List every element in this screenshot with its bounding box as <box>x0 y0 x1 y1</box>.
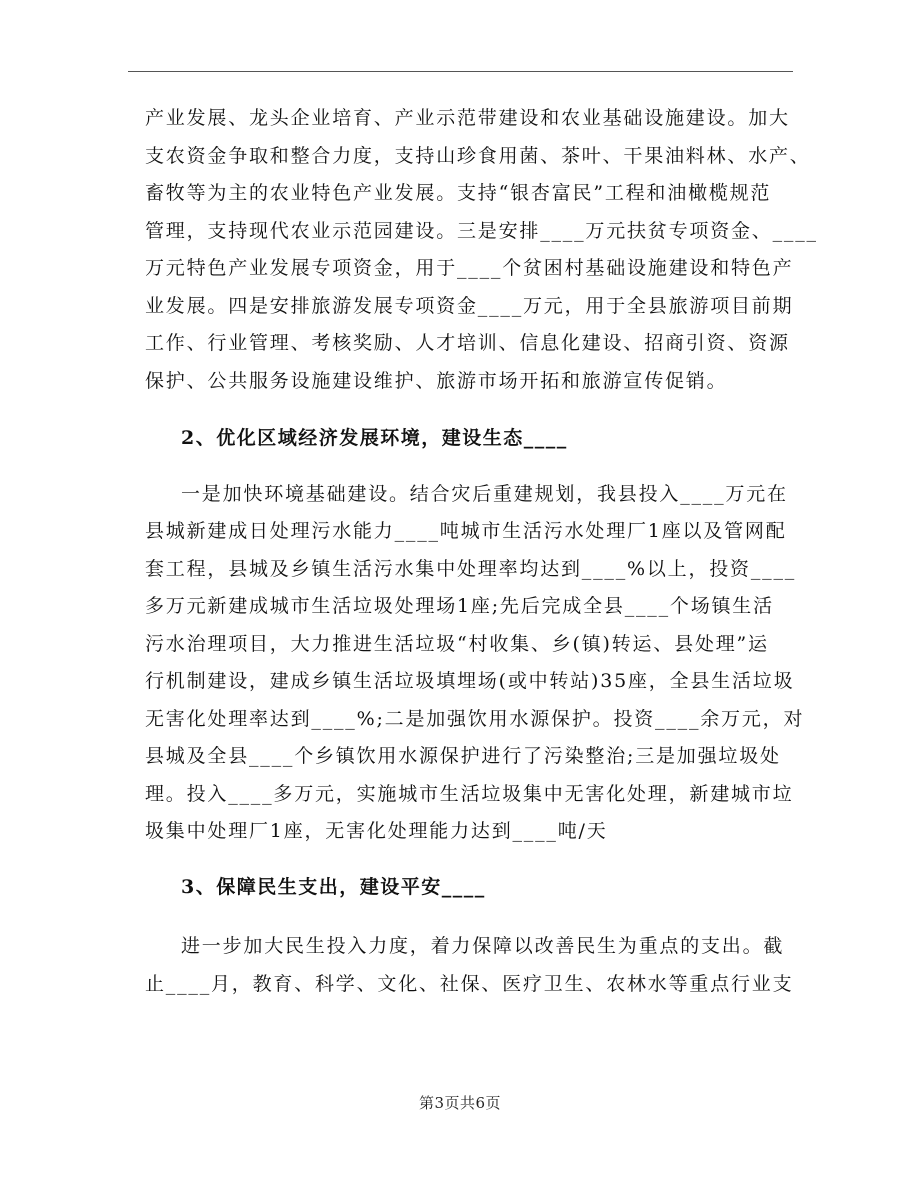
text-line: 管理，支持现代农业示范园建设。三是安排____万元扶贫专项资金、____ <box>145 219 818 242</box>
paragraph-2 <box>145 476 805 851</box>
page-footer <box>0 1092 920 1113</box>
text-line: 业发展。四是安排旅游发展专项资金____万元，用于全县旅游项目前期 <box>145 294 794 317</box>
text-line: 县城及全县____个乡镇饮用水源保护进行了污染整治;三是加强垃圾处 <box>145 745 781 767</box>
section-heading-3: 3、保障民生支出，建设平安____ <box>181 875 486 898</box>
page-number-label: 第3页共6页 <box>418 1094 502 1112</box>
text-line: 工作、行业管理、考核奖励、人才培训、信息化建设、招商引资、资源 <box>145 332 790 354</box>
paragraph-1 <box>145 100 818 400</box>
text-line: 套工程，县城及乡镇生活污水集中处理率均达到____%以上，投资____ <box>145 557 797 580</box>
text-line: 多万元新建成城市生活垃圾处理场1座;先后完成全县____个场镇生活 <box>145 595 774 617</box>
text-line: 行机制建设，建成乡镇生活垃圾填埋场(或中转站)35座，全县生活垃圾 <box>145 670 795 692</box>
text-line: 支农资金争取和整合力度，支持山珍食用菌、茶叶、干果油料林、水产、 <box>145 144 811 167</box>
text-line: 进一步加大民生投入力度，着力保障以改善民生为重点的支出。截 <box>181 935 785 957</box>
text-line: 畜牧等为主的农业特色产业发展。支持“银杏富民”工程和油橄榄规范 <box>145 182 772 204</box>
section-heading-2: 2、优化区域经济发展环境，建设生态____ <box>181 427 568 449</box>
text-line: 理。投入____多万元，实施城市生活垃圾集中无害化处理，新建城市垃 <box>145 782 794 805</box>
text-line: 无害化处理率达到____%;二是加强饮用水源保护。投资____余万元，对 <box>145 707 805 730</box>
text-line: 县城新建成日处理污水能力____吨城市生活污水处理厂1座以及管网配 <box>145 520 787 542</box>
header-rule <box>128 71 793 72</box>
text-line: 圾集中处理厂1座，无害化处理能力达到____吨/天 <box>145 820 608 842</box>
text-line: 万元特色产业发展专项资金，用于____个贫困村基础设施建设和特色产 <box>145 257 794 279</box>
paragraph-3 <box>145 928 794 1003</box>
document-body <box>145 100 818 1003</box>
text-line: 一是加快环境基础建设。结合灾后重建规划，我县投入____万元在 <box>181 482 788 505</box>
text-line: 产业发展、龙头企业培育、产业示范带建设和农业基础设施建设。加大 <box>145 107 790 129</box>
text-line: 污水治理项目，大力推进生活垃圾“村收集、乡(镇)转运、县处理”运 <box>145 632 769 655</box>
text-line: 保护、公共服务设施建设维护、旅游市场开拓和旅游宣传促销。 <box>145 369 728 392</box>
text-line: 止____月，教育、科学、文化、社保、医疗卫生、农林水等重点行业支 <box>145 972 794 995</box>
